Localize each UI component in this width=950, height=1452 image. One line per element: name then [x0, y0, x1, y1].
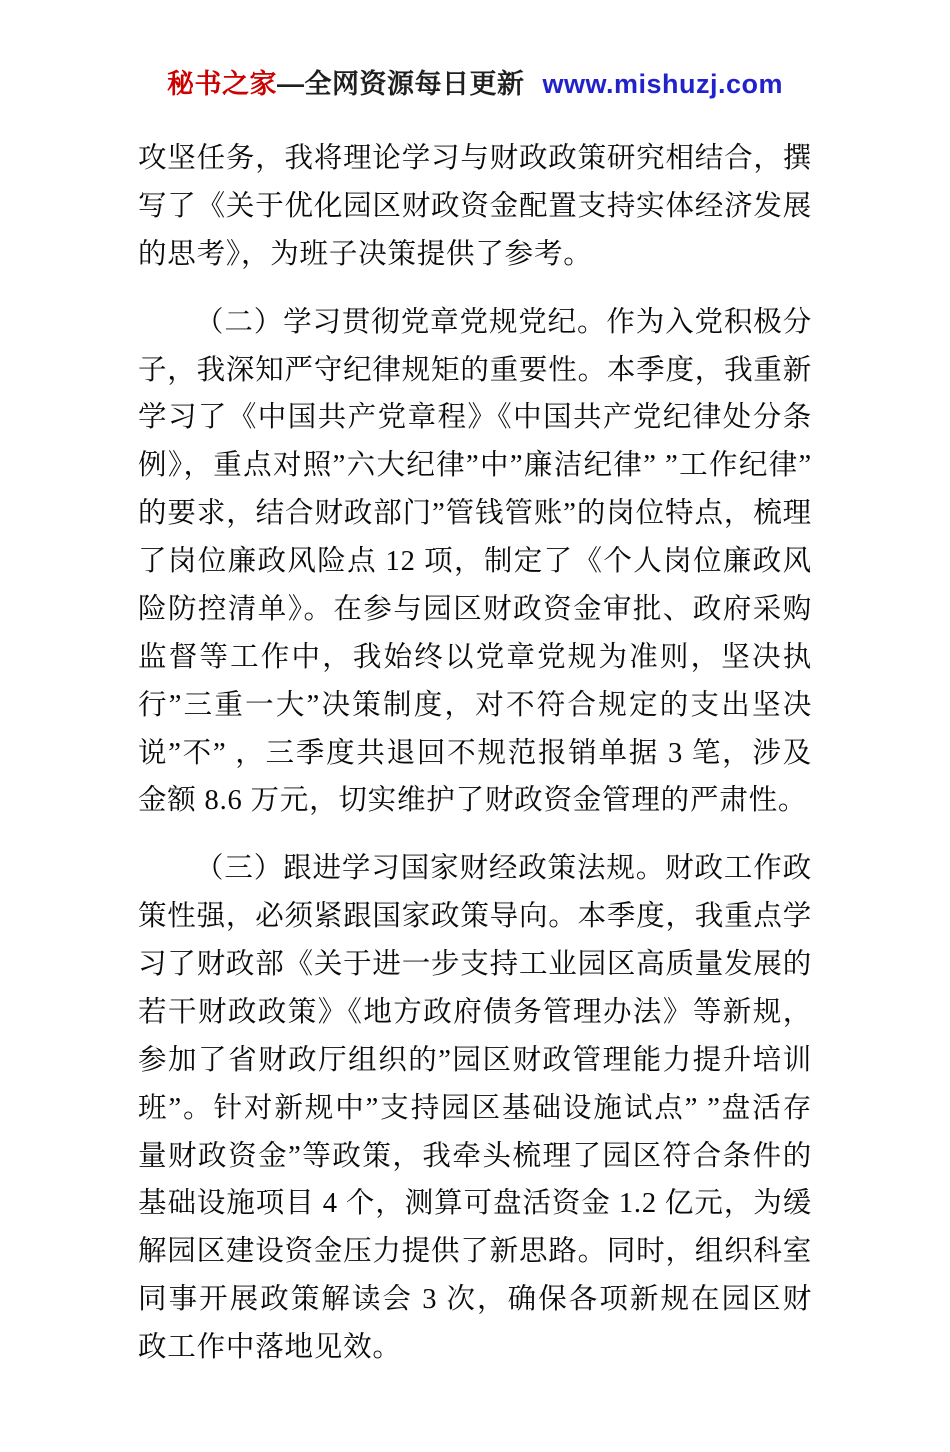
paragraph-continuation: 攻坚任务，我将理论学习与财政政策研究相结合，撰写了《关于优化园区财政资金配置支持实体经济发展的思考》，为班子决策提供了参考。	[138, 143, 812, 270]
document-header	[138, 62, 812, 101]
paragraph-section-3: （三）跟进学习国家财经政策法规。财政工作政策性强，必须紧跟国家政策导向。本季度，我重点学习了财政部《关于进一步支持工业园区高质量发展的若干财政政策》《地方政府债务管理办法》等新规，参加了省财政厅组织的”园区财政管理能力提升培训班”。针对新规中”支持园区基础设施试点” ”盘活存量财政资金”等政策，我牵头梳理了园区符合条件的基础设施项目 4 个，测算可盘活资金 1.2 亿元，为缓解园区建设资金压力提供了新思路。同时，组织科室同事开展政策解读会 3 次，确保各项新规在园区财政工作中落地见效。	[138, 853, 812, 1363]
document-body	[138, 135, 812, 1372]
site-url-link[interactable]: www.mishuzj.com	[542, 69, 784, 99]
site-tagline: —全网资源每日更新	[276, 69, 525, 99]
paragraph-section-2: （二）学习贯彻党章党规党纪。作为入党积极分子，我深知严守纪律规矩的重要性。本季度，我重新学习了《中国共产党章程》《中国共产党纪律处分条例》，重点对照”六大纪律”中”廉洁纪律” ”工作纪律”的要求，结合财政部门”管钱管账”的岗位特点，梳理了岗位廉政风险点 12 项，制定了《个人岗位廉政风险防控清单》。在参与园区财政资金审批、政府采购监督等工作中，我始终以党章党规为准则，坚决执行”三重一大”决策制度，对不符合规定的支出坚决说”不” ，三季度共退回不规范报销单据 3 笔，涉及金额 8.6 万元，切实维护了财政资金管理的严肃性。	[138, 306, 812, 817]
site-brand: 秘书之家	[166, 69, 277, 99]
